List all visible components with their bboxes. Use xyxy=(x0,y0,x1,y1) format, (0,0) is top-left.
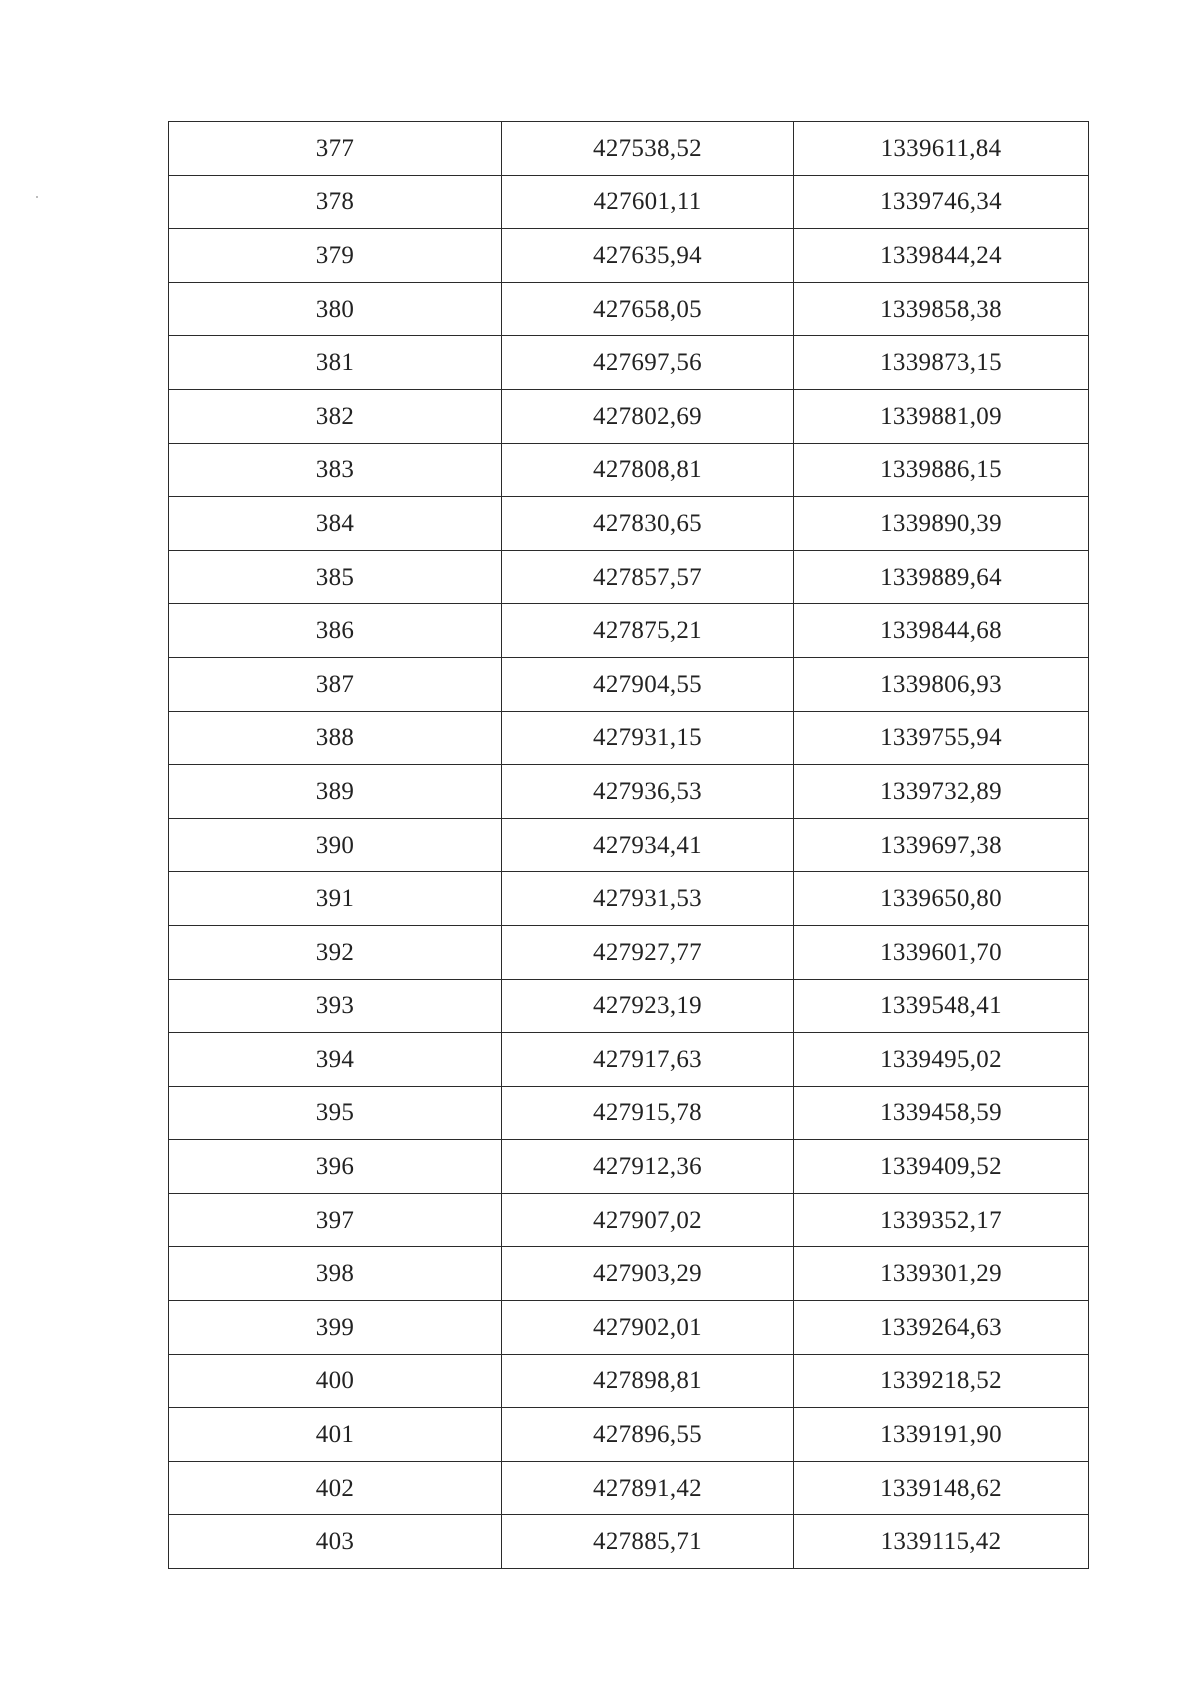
table-row xyxy=(169,1461,1089,1515)
table-row xyxy=(169,1033,1089,1087)
point-number-cell: 400 xyxy=(169,1354,502,1408)
table-row xyxy=(169,1086,1089,1140)
y-coordinate-cell: 1339873,15 xyxy=(794,336,1089,390)
y-coordinate-cell: 1339191,90 xyxy=(794,1408,1089,1462)
point-number-cell: 403 xyxy=(169,1515,502,1569)
table-row xyxy=(169,1301,1089,1355)
table-row xyxy=(169,1515,1089,1569)
point-number-cell: 396 xyxy=(169,1140,502,1194)
point-number-cell: 395 xyxy=(169,1086,502,1140)
x-coordinate-cell: 427830,65 xyxy=(502,497,794,551)
point-number-cell: 384 xyxy=(169,497,502,551)
point-number-cell: 380 xyxy=(169,282,502,336)
y-coordinate-cell: 1339301,29 xyxy=(794,1247,1089,1301)
point-number-cell: 378 xyxy=(169,175,502,229)
x-coordinate-cell: 427931,53 xyxy=(502,872,794,926)
point-number-cell: 399 xyxy=(169,1301,502,1355)
x-coordinate-cell: 427802,69 xyxy=(502,389,794,443)
point-number-cell: 385 xyxy=(169,550,502,604)
table-row xyxy=(169,122,1089,176)
y-coordinate-cell: 1339886,15 xyxy=(794,443,1089,497)
y-coordinate-cell: 1339352,17 xyxy=(794,1193,1089,1247)
x-coordinate-cell: 427857,57 xyxy=(502,550,794,604)
point-number-cell: 398 xyxy=(169,1247,502,1301)
x-coordinate-cell: 427808,81 xyxy=(502,443,794,497)
y-coordinate-cell: 1339889,64 xyxy=(794,550,1089,604)
y-coordinate-cell: 1339409,52 xyxy=(794,1140,1089,1194)
x-coordinate-cell: 427896,55 xyxy=(502,1408,794,1462)
y-coordinate-cell: 1339218,52 xyxy=(794,1354,1089,1408)
y-coordinate-cell: 1339458,59 xyxy=(794,1086,1089,1140)
point-number-cell: 390 xyxy=(169,818,502,872)
x-coordinate-cell: 427907,02 xyxy=(502,1193,794,1247)
point-number-cell: 401 xyxy=(169,1408,502,1462)
table-row xyxy=(169,1193,1089,1247)
x-coordinate-cell: 427635,94 xyxy=(502,229,794,283)
point-number-cell: 377 xyxy=(169,122,502,176)
y-coordinate-cell: 1339650,80 xyxy=(794,872,1089,926)
x-coordinate-cell: 427936,53 xyxy=(502,765,794,819)
point-number-cell: 379 xyxy=(169,229,502,283)
y-coordinate-cell: 1339890,39 xyxy=(794,497,1089,551)
point-number-cell: 387 xyxy=(169,657,502,711)
point-number-cell: 382 xyxy=(169,389,502,443)
table-row xyxy=(169,657,1089,711)
y-coordinate-cell: 1339732,89 xyxy=(794,765,1089,819)
scan-speck xyxy=(36,196,38,198)
table-row xyxy=(169,1354,1089,1408)
table-row xyxy=(169,872,1089,926)
point-number-cell: 394 xyxy=(169,1033,502,1087)
table-row xyxy=(169,1408,1089,1462)
y-coordinate-cell: 1339697,38 xyxy=(794,818,1089,872)
table-row xyxy=(169,765,1089,819)
x-coordinate-cell: 427601,11 xyxy=(502,175,794,229)
y-coordinate-cell: 1339858,38 xyxy=(794,282,1089,336)
y-coordinate-cell: 1339755,94 xyxy=(794,711,1089,765)
x-coordinate-cell: 427923,19 xyxy=(502,979,794,1033)
table-row xyxy=(169,925,1089,979)
y-coordinate-cell: 1339148,62 xyxy=(794,1461,1089,1515)
y-coordinate-cell: 1339746,34 xyxy=(794,175,1089,229)
coordinates-table xyxy=(168,121,1089,1569)
table-row xyxy=(169,818,1089,872)
y-coordinate-cell: 1339844,68 xyxy=(794,604,1089,658)
y-coordinate-cell: 1339611,84 xyxy=(794,122,1089,176)
y-coordinate-cell: 1339806,93 xyxy=(794,657,1089,711)
x-coordinate-cell: 427891,42 xyxy=(502,1461,794,1515)
x-coordinate-cell: 427658,05 xyxy=(502,282,794,336)
table-row xyxy=(169,497,1089,551)
y-coordinate-cell: 1339264,63 xyxy=(794,1301,1089,1355)
point-number-cell: 397 xyxy=(169,1193,502,1247)
y-coordinate-cell: 1339548,41 xyxy=(794,979,1089,1033)
x-coordinate-cell: 427904,55 xyxy=(502,657,794,711)
table-row xyxy=(169,282,1089,336)
point-number-cell: 402 xyxy=(169,1461,502,1515)
x-coordinate-cell: 427915,78 xyxy=(502,1086,794,1140)
coordinates-table-body xyxy=(169,122,1089,1569)
x-coordinate-cell: 427934,41 xyxy=(502,818,794,872)
y-coordinate-cell: 1339601,70 xyxy=(794,925,1089,979)
point-number-cell: 383 xyxy=(169,443,502,497)
point-number-cell: 389 xyxy=(169,765,502,819)
x-coordinate-cell: 427931,15 xyxy=(502,711,794,765)
y-coordinate-cell: 1339495,02 xyxy=(794,1033,1089,1087)
y-coordinate-cell: 1339844,24 xyxy=(794,229,1089,283)
table-row xyxy=(169,1247,1089,1301)
point-number-cell: 388 xyxy=(169,711,502,765)
x-coordinate-cell: 427902,01 xyxy=(502,1301,794,1355)
point-number-cell: 381 xyxy=(169,336,502,390)
table-row xyxy=(169,229,1089,283)
y-coordinate-cell: 1339881,09 xyxy=(794,389,1089,443)
point-number-cell: 392 xyxy=(169,925,502,979)
table-row xyxy=(169,443,1089,497)
point-number-cell: 391 xyxy=(169,872,502,926)
point-number-cell: 393 xyxy=(169,979,502,1033)
x-coordinate-cell: 427898,81 xyxy=(502,1354,794,1408)
table-row xyxy=(169,711,1089,765)
x-coordinate-cell: 427885,71 xyxy=(502,1515,794,1569)
x-coordinate-cell: 427912,36 xyxy=(502,1140,794,1194)
table-row xyxy=(169,389,1089,443)
table-row xyxy=(169,550,1089,604)
x-coordinate-cell: 427903,29 xyxy=(502,1247,794,1301)
x-coordinate-cell: 427927,77 xyxy=(502,925,794,979)
table-row xyxy=(169,979,1089,1033)
y-coordinate-cell: 1339115,42 xyxy=(794,1515,1089,1569)
table-row xyxy=(169,175,1089,229)
point-number-cell: 386 xyxy=(169,604,502,658)
x-coordinate-cell: 427538,52 xyxy=(502,122,794,176)
x-coordinate-cell: 427917,63 xyxy=(502,1033,794,1087)
table-row xyxy=(169,604,1089,658)
table-row xyxy=(169,1140,1089,1194)
x-coordinate-cell: 427697,56 xyxy=(502,336,794,390)
x-coordinate-cell: 427875,21 xyxy=(502,604,794,658)
table-row xyxy=(169,336,1089,390)
